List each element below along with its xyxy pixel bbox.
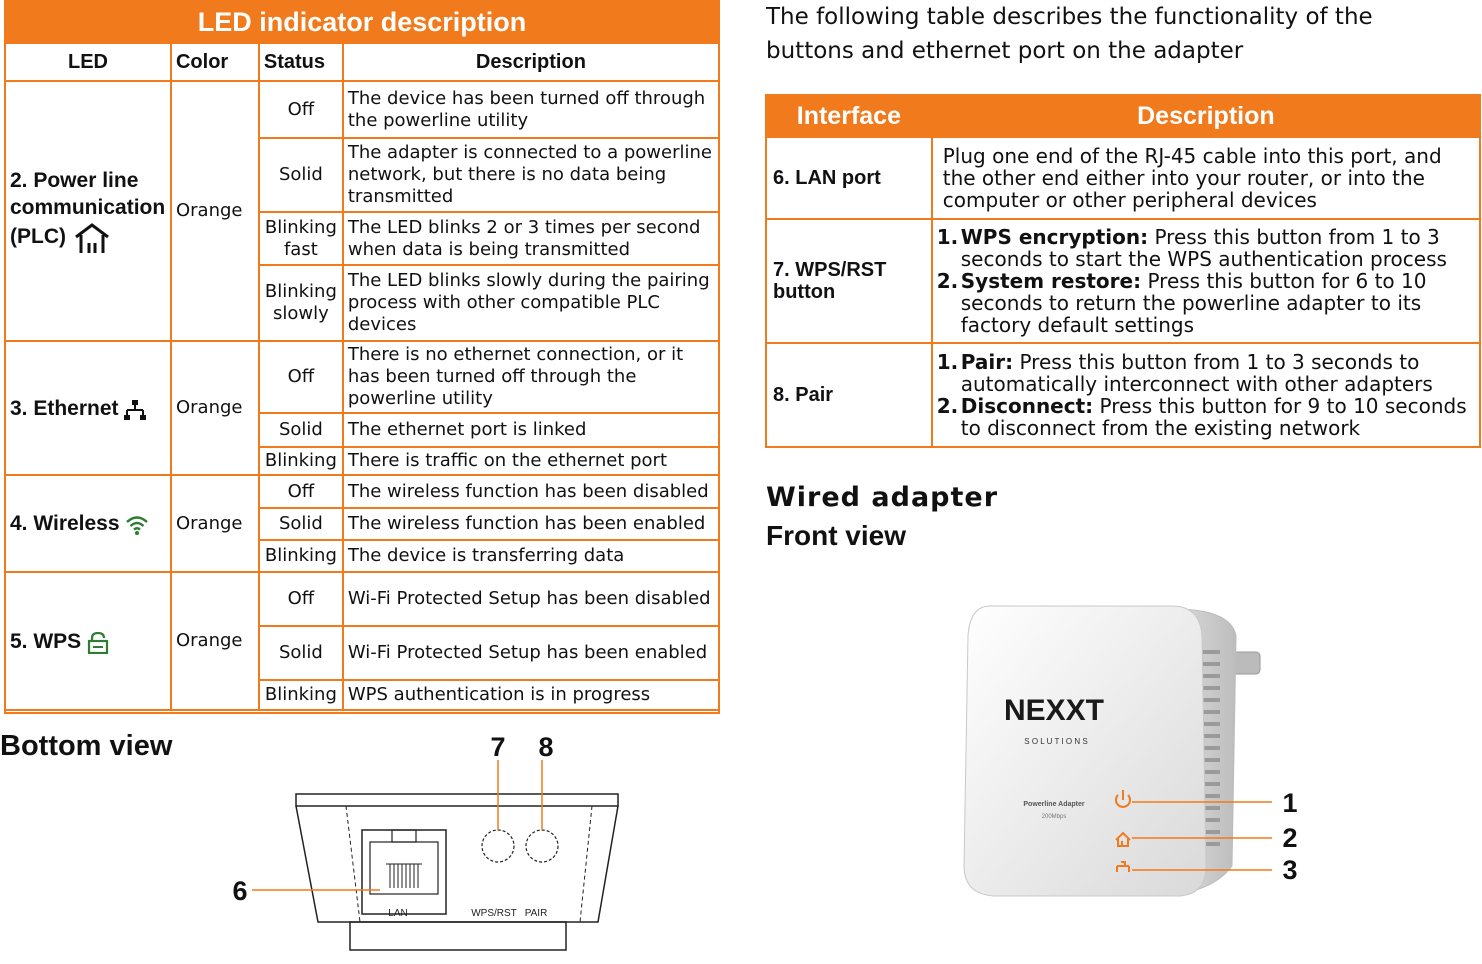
description-cell: There is traffic on the ethernet port [343, 447, 719, 475]
description-cell: There is no ethernet connection, or it has been turned off through the powerline utility [343, 341, 719, 413]
interface-name: 8. Pair [766, 343, 932, 447]
list-item [937, 351, 1475, 395]
list-item [937, 270, 1475, 336]
interface-header-row [766, 95, 1480, 137]
led-cell-wps [5, 572, 171, 710]
brand-logo: NEXXT [1003, 694, 1105, 727]
table-row [5, 341, 719, 413]
callout-7: 7 [490, 732, 506, 762]
item-number: 1. [936, 225, 959, 249]
item-label: WPS encryption: [960, 225, 1149, 249]
bottom-view-heading: Bottom view [0, 730, 173, 762]
callout-6: 6 [232, 876, 248, 906]
bottom-view-diagram [220, 730, 640, 960]
status-cell: Blinking fast [259, 212, 343, 265]
product-label: Powerline Adapter [1023, 801, 1085, 808]
list-item [937, 226, 1475, 270]
header-iface-description: Description [932, 95, 1480, 137]
item-label: Disconnect: [960, 394, 1094, 418]
wps-rst-button-icon [482, 830, 514, 862]
description-cell: Wi-Fi Protected Setup has been enabled [343, 626, 719, 680]
item-label: Pair: [960, 350, 1014, 374]
interface-name: 6. LAN port [766, 137, 932, 219]
color-cell: Orange [171, 81, 259, 341]
led-table-title: LED indicator description [6, 2, 718, 42]
led-indicator-table [4, 0, 720, 714]
status-cell: Off [259, 572, 343, 626]
item-text: Press this button from 1 to 3 seconds to automatically interconnect with other adapters [960, 350, 1433, 396]
status-cell: Solid [259, 413, 343, 447]
intro-text: The following table describes the functionality of the buttons and ethernet port on the adapter [766, 4, 1373, 64]
color-cell: Orange [171, 341, 259, 475]
interface-name: 7. WPS/RST button [766, 219, 932, 343]
header-led: LED [5, 43, 171, 81]
status-cell: Off [259, 341, 343, 413]
wired-adapter-heading: Wired adapter [766, 482, 999, 513]
network-icon [124, 399, 146, 421]
led-cell-wireless [5, 475, 171, 572]
description-cell: Wi-Fi Protected Setup has been disabled [343, 572, 719, 626]
list-item [937, 395, 1475, 439]
color-cell: Orange [171, 475, 259, 572]
header-status: Status [259, 43, 343, 81]
adapter-front [964, 606, 1206, 896]
lan-port-icon [362, 830, 446, 914]
description-cell: The wireless function has been enabled [343, 508, 719, 540]
item-number: 1. [936, 350, 959, 374]
led-table-grid [4, 42, 720, 711]
front-view-heading: Front view [766, 520, 907, 551]
wifi-icon [125, 514, 149, 536]
callout-8: 8 [538, 732, 554, 762]
table-row [766, 343, 1480, 447]
description-cell: The device is transferring data [343, 540, 719, 572]
status-cell: Blinking [259, 540, 343, 572]
table-row [5, 475, 719, 508]
header-interface: Interface [766, 95, 932, 137]
description-cell: The LED blinks slowly during the pairing process with other compatible PLC devices [343, 265, 719, 341]
item-number: 2. [936, 269, 959, 293]
pair-label: PAIR [524, 908, 548, 919]
interface-description: Plug one end of the RJ-45 cable into this port, and the other end either into your router, or into the computer or other peripheral devices [932, 137, 1480, 219]
description-cell: The adapter is connected to a powerline network, but there is no data being transmitted [343, 138, 719, 212]
led-name-wps: 5. WPS [10, 629, 82, 653]
status-cell: Blinking [259, 680, 343, 710]
speed-label: 200Mbps [1041, 814, 1067, 820]
item-text: Press this button from 1 to 3 seconds to start the WPS authentication process [960, 225, 1447, 271]
led-cell-ethernet [5, 341, 171, 475]
interface-description [932, 343, 1480, 447]
status-cell: Solid [259, 138, 343, 212]
wps-lock-icon [87, 632, 109, 654]
interface-table [765, 94, 1481, 448]
status-cell: Blinking [259, 447, 343, 475]
item-number: 2. [936, 394, 959, 418]
interface-description [932, 219, 1480, 343]
table-row [5, 572, 719, 626]
led-cell-plc [5, 81, 171, 341]
header-color: Color [171, 43, 259, 81]
led-name-ethernet: 3. Ethernet [10, 396, 119, 420]
led-name-wireless: 4. Wireless [10, 512, 120, 535]
wps-rst-label: WPS/RST [471, 908, 517, 919]
pair-button-icon [526, 830, 558, 862]
brand-sub: S O L U T I O N S [1024, 737, 1088, 746]
status-cell: Solid [259, 626, 343, 680]
status-cell: Blinking slowly [259, 265, 343, 341]
color-cell: Orange [171, 572, 259, 710]
description-cell: The device has been turned off through the powerline utility [343, 81, 719, 138]
item-label: System restore: [960, 269, 1142, 293]
description-cell: The LED blinks 2 or 3 times per second when data is being transmitted [343, 212, 719, 265]
front-view-diagram [950, 596, 1330, 916]
status-cell: Off [259, 475, 343, 508]
house-icon [72, 221, 112, 255]
callout-1: 1 [1282, 788, 1298, 818]
led-name-plc: 2. Power line communication (PLC) [10, 169, 166, 248]
table-row [766, 137, 1480, 219]
header-description: Description [343, 43, 719, 81]
lan-label: LAN [388, 908, 408, 919]
description-cell: The wireless function has been disabled [343, 475, 719, 508]
led-header-row [5, 43, 719, 81]
item-text: Press this button for 9 to 10 seconds to disconnect from the existing network [960, 394, 1467, 440]
table-row [766, 219, 1480, 343]
table-row [5, 81, 719, 138]
item-text: Press this button for 6 to 10 seconds to return the powerline adapter to its factory default settings [960, 269, 1427, 337]
status-cell: Solid [259, 508, 343, 540]
callout-3: 3 [1282, 855, 1298, 885]
description-cell: WPS authentication is in progress [343, 680, 719, 710]
description-cell: The ethernet port is linked [343, 413, 719, 447]
callout-2: 2 [1282, 823, 1298, 853]
status-cell: Off [259, 81, 343, 138]
